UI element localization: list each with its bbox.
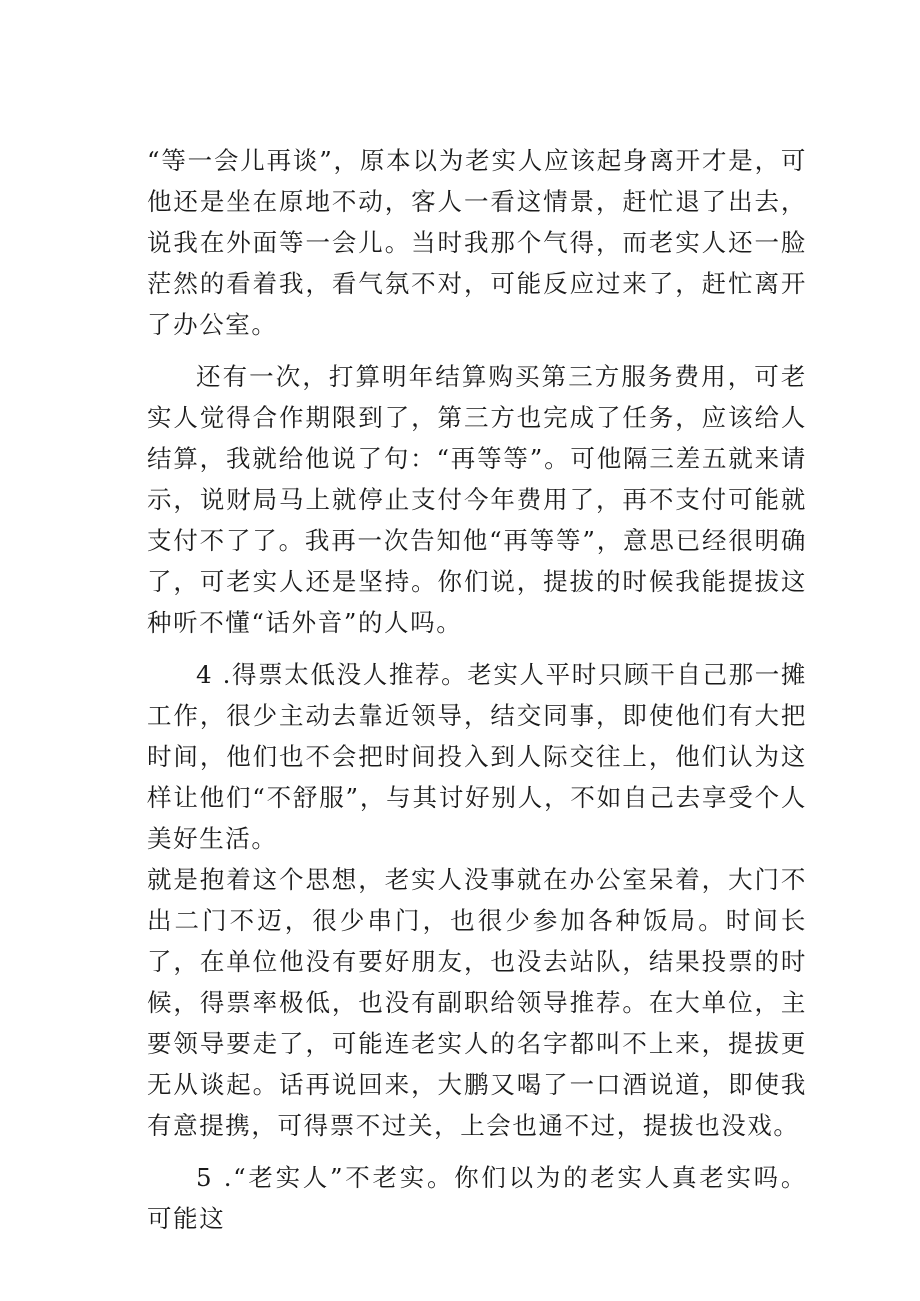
paragraph-continuation: “等一会儿再谈”，原本以为老实人应该起身离开才是，可他还是坐在原地不动，客人一看这情景，赶忙退了出去，说我在外面等一会儿。当时我那个气得，而老实人还一脸茫然的看着我，看气氛不对，可能反应过来了，赶忙离开了办公室。 bbox=[147, 146, 807, 339]
document-body bbox=[147, 140, 807, 1239]
paragraph-point-4: 4 .得票太低没人推荐。老实人平时只顾干自己那一摊工作，很少主动去靠近领导，结交同事，即使他们有大把时间，他们也不会把时间投入到人际交往上，他们认为这样让他们“不舒服”，与其讨好别人，不如自己去享受个人美好生活。 bbox=[147, 660, 807, 853]
paragraph-third-party-fee: 还有一次，打算明年结算购买第三方服务费用，可老实人觉得合作期限到了，第三方也完成了任务，应该给人结算，我就给他说了句：“再等等”。可他隔三差五就来请示，说财局马上就停止支付今年费用了，再不支付可能就支付不了了。我再一次告知他“再等等”，意思已经很明确了，可老实人还是坚持。你们说，提拔的时候我能提拔这种听不懂“话外音”的人吗。 bbox=[147, 362, 807, 637]
paragraph-point-5: 5 .“老实人”不老实。你们以为的老实人真老实吗。可能这 bbox=[147, 1163, 807, 1233]
paragraph-point-4-detail: 就是抱着这个思想，老实人没事就在办公室呆着，大门不出二门不迈，很少串门，也很少参加各种饭局。时间长了，在单位他没有要好朋友，也没去站队，结果投票的时候，得票率极低，也没有副职给领导推荐。在大单位，主要领导要走了，可能连老实人的名字都叫不上来，提拔更无从谈起。话再说回来，大鹏又喝了一口酒说道，即使我有意提携，可得票不过关，上会也通不过，提拔也没戏。 bbox=[147, 865, 807, 1140]
